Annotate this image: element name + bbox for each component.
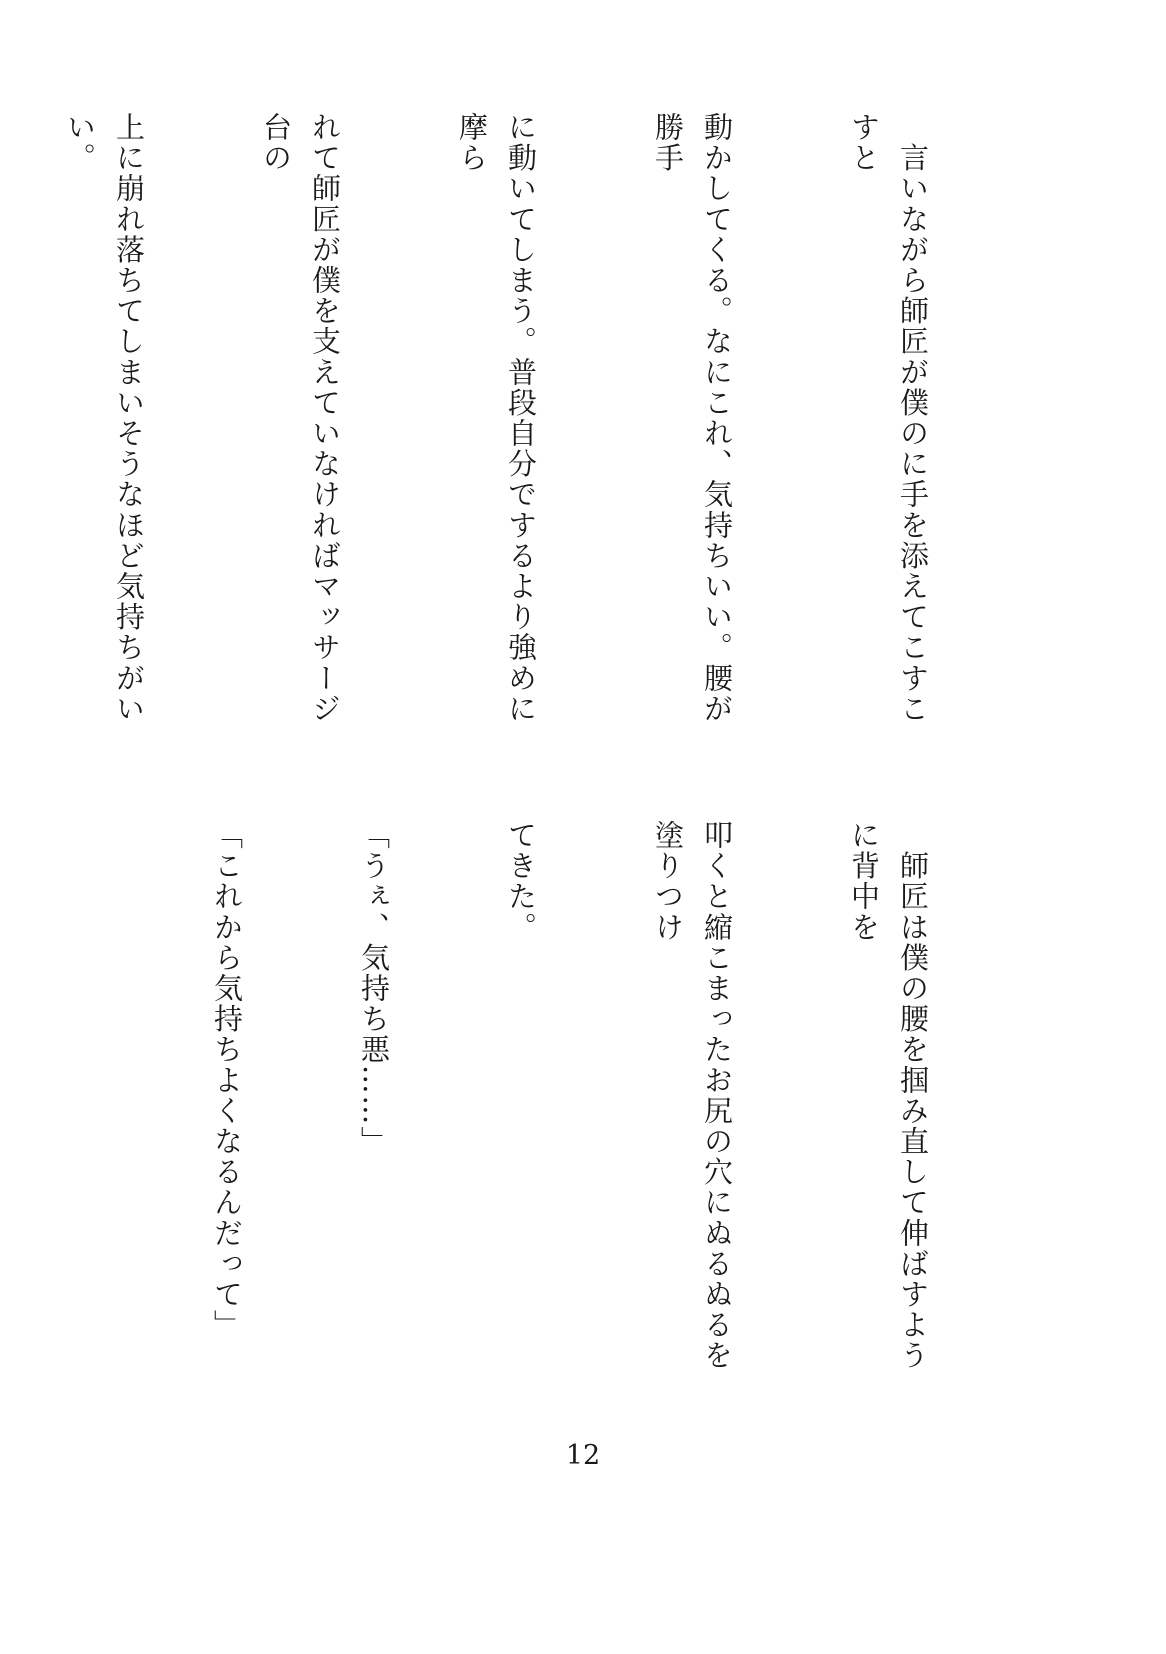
text-line: 「これから気持ちよくなるんだって」 <box>210 820 244 1341</box>
text-line: に動いてしまう。普段自分でするより強めに摩ら <box>455 112 538 724</box>
text-line: 言いながら師匠が僕のに手を添えてこすこすと <box>847 112 930 724</box>
text-line: 叩くと縮こまったお尻の穴にぬるぬるを塗りつけ <box>651 820 734 1371</box>
text-line: 動かしてくる。なにこれ、気持ちいい。腰が勝手 <box>651 112 734 724</box>
text-block-lower <box>210 820 1035 1380</box>
text-block-upper <box>63 112 1035 752</box>
text-line: 上に崩れ落ちてしまいそうなほど気持ちがいい。 <box>63 112 146 724</box>
page-number: 12 <box>565 1440 601 1471</box>
text-line: てきた。 <box>504 820 538 943</box>
text-line: 「うぇ、気持ち悪……」 <box>357 820 391 1157</box>
text-line: 師匠は僕の腰を掴み直して伸ばすように背中を <box>847 820 930 1371</box>
text-line: れて師匠が僕を支えていなければマッサージ台の <box>259 112 342 724</box>
